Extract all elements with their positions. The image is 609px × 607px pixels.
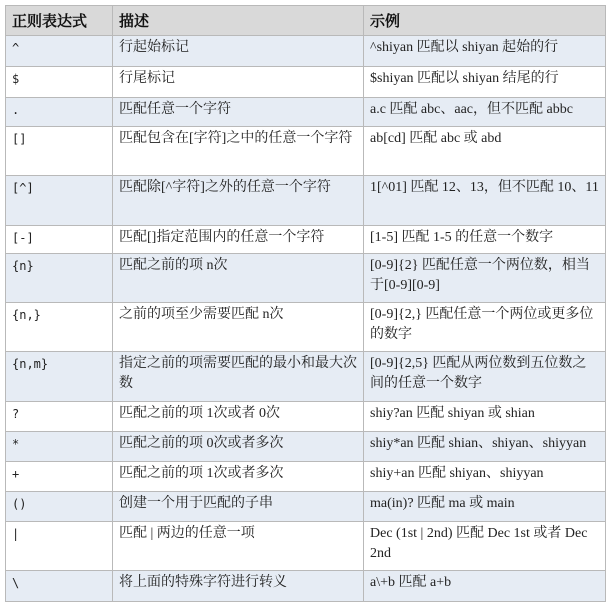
- example-cell: a\+b 匹配 a+b: [364, 571, 606, 602]
- description-cell: 行尾标记: [113, 66, 364, 97]
- header-description: 描述: [113, 6, 364, 36]
- pattern-cell: *: [6, 431, 113, 461]
- pattern-cell: [-]: [6, 225, 113, 253]
- pattern-cell: .: [6, 97, 113, 126]
- regex-table-container: [5, 5, 605, 602]
- example-cell: shiy?an 匹配 shiyan 或 shian: [364, 401, 606, 431]
- pattern-cell: {n,m}: [6, 352, 113, 401]
- description-cell: 匹配 | 两边的任意一项: [113, 521, 364, 570]
- table-header-row: [6, 6, 606, 36]
- description-cell: 行起始标记: [113, 36, 364, 67]
- example-cell: [0-9]{2,} 匹配任意一个两位或更多位的数字: [364, 302, 606, 351]
- table-row: [6, 401, 606, 431]
- pattern-cell: $: [6, 66, 113, 97]
- example-cell: [0-9]{2} 匹配任意一个两位数，相当于[0-9][0-9]: [364, 253, 606, 302]
- table-row: [6, 97, 606, 126]
- description-cell: 创建一个用于匹配的子串: [113, 491, 364, 521]
- table-row: [6, 521, 606, 570]
- pattern-cell: +: [6, 461, 113, 491]
- example-cell: shiy*an 匹配 shian、shiyan、shiyyan: [364, 431, 606, 461]
- pattern-cell: |: [6, 521, 113, 570]
- description-cell: 匹配之前的项 0次或者多次: [113, 431, 364, 461]
- table-row: [6, 302, 606, 351]
- description-cell: 匹配之前的项 1次或者多次: [113, 461, 364, 491]
- example-cell: ab[cd] 匹配 abc 或 abd: [364, 126, 606, 175]
- pattern-cell: {n}: [6, 253, 113, 302]
- pattern-cell: [^]: [6, 176, 113, 225]
- example-cell: shiy+an 匹配 shiyan、shiyyan: [364, 461, 606, 491]
- regex-table: [5, 5, 606, 602]
- pattern-cell: ?: [6, 401, 113, 431]
- table-row: [6, 491, 606, 521]
- example-cell: a.c 匹配 abc、aac，但不匹配 abbc: [364, 97, 606, 126]
- table-row: [6, 253, 606, 302]
- pattern-cell: \: [6, 571, 113, 602]
- description-cell: 匹配[]指定范围内的任意一个字符: [113, 225, 364, 253]
- pattern-cell: (): [6, 491, 113, 521]
- example-cell: ma(in)? 匹配 ma 或 main: [364, 491, 606, 521]
- example-cell: ^shiyan 匹配以 shiyan 起始的行: [364, 36, 606, 67]
- example-cell: 1[^01] 匹配 12、13，但不匹配 10、11: [364, 176, 606, 225]
- description-cell: 匹配包含在[字符]之中的任意一个字符: [113, 126, 364, 175]
- description-cell: 匹配之前的项 n次: [113, 253, 364, 302]
- example-cell: Dec (1st | 2nd) 匹配 Dec 1st 或者 Dec 2nd: [364, 521, 606, 570]
- table-row: [6, 176, 606, 225]
- table-row: [6, 571, 606, 602]
- table-row: [6, 126, 606, 175]
- table-row: [6, 36, 606, 67]
- example-cell: [0-9]{2,5} 匹配从两位数到五位数之间的任意一个数字: [364, 352, 606, 401]
- example-cell: [1-5] 匹配 1-5 的任意一个数字: [364, 225, 606, 253]
- description-cell: 指定之前的项需要匹配的最小和最大次数: [113, 352, 364, 401]
- table-row: [6, 461, 606, 491]
- description-cell: 将上面的特殊字符进行转义: [113, 571, 364, 602]
- header-example: 示例: [364, 6, 606, 36]
- table-row: [6, 225, 606, 253]
- description-cell: 匹配之前的项 1次或者 0次: [113, 401, 364, 431]
- pattern-cell: []: [6, 126, 113, 175]
- table-row: [6, 66, 606, 97]
- description-cell: 匹配除[^字符]之外的任意一个字符: [113, 176, 364, 225]
- description-cell: 匹配任意一个字符: [113, 97, 364, 126]
- header-regex: 正则表达式: [6, 6, 113, 36]
- pattern-cell: ^: [6, 36, 113, 67]
- pattern-cell: {n,}: [6, 302, 113, 351]
- table-row: [6, 352, 606, 401]
- description-cell: 之前的项至少需要匹配 n次: [113, 302, 364, 351]
- table-row: [6, 431, 606, 461]
- example-cell: $shiyan 匹配以 shiyan 结尾的行: [364, 66, 606, 97]
